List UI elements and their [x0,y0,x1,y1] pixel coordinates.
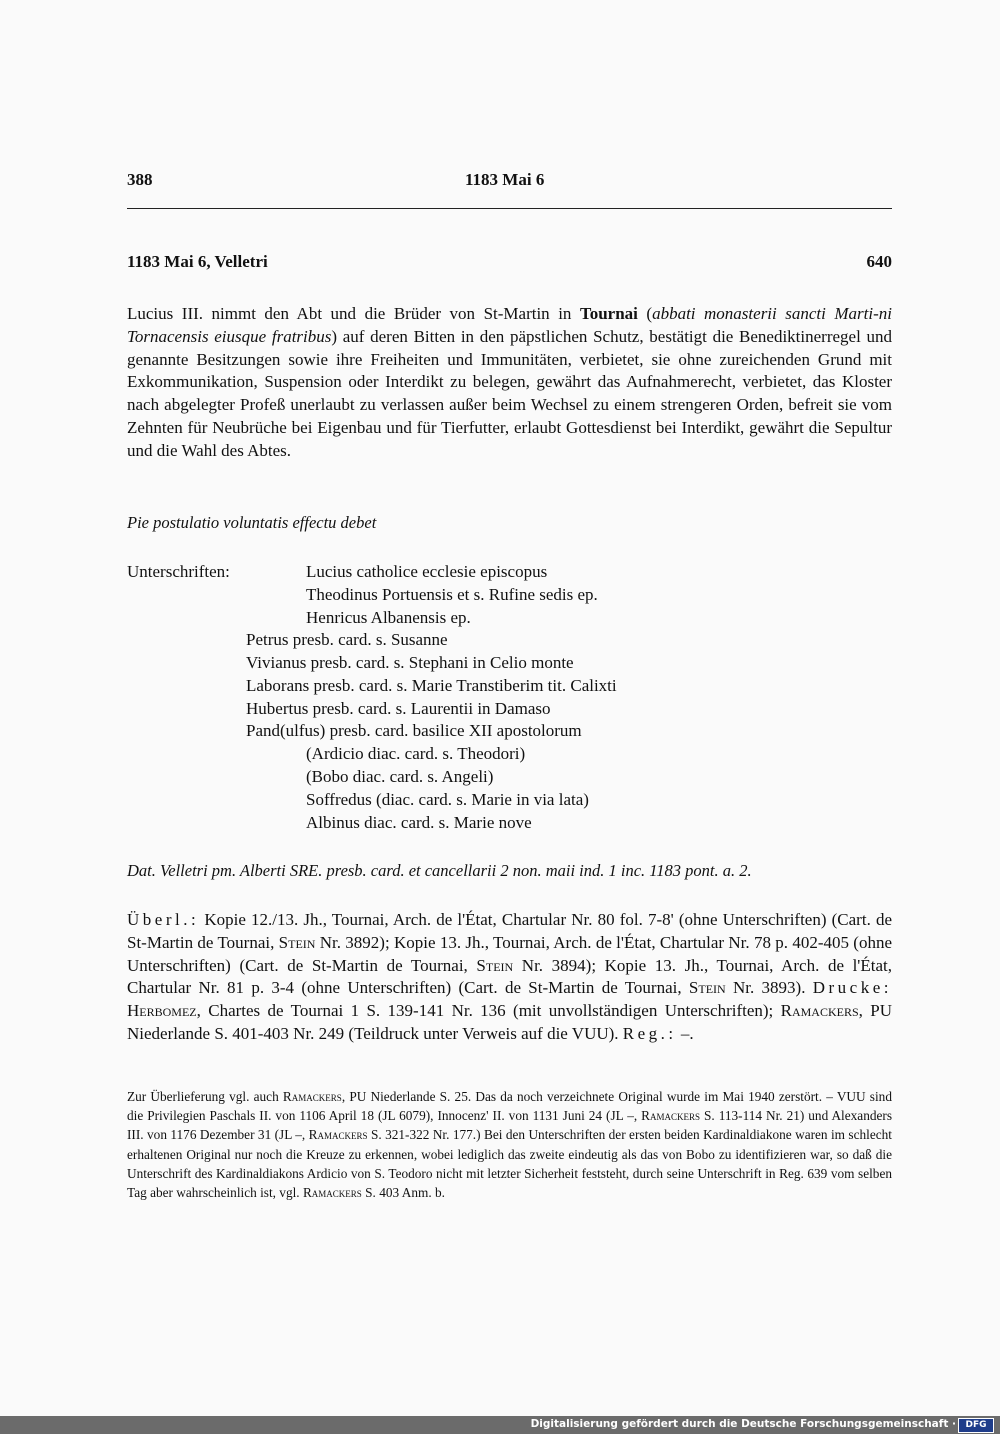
author-name: Herbomez [127,1001,197,1021]
signature-line: Hubertus presb. card. s. Laurentii in Damaso [246,699,551,718]
note-part: S. 113-114 Nr. 21) und Alexanders III. von 1176 Dezember 31 (JL –, [127,1108,892,1143]
footer-bar [0,1416,1000,1434]
regest-latin: abbati monasterii sancti Marti-ni Tornacensis eiusque fratribus [127,304,892,346]
signature-line: Laborans presb. card. s. Marie Transtiberim tit. Calixti [246,676,617,695]
regest-place: Tournai [579,304,638,323]
note-part: Zur Überlieferung vgl. auch [127,1089,283,1104]
signatures-label: Unterschriften: [127,562,230,581]
signature-line: Lucius catholice ecclesie episcopus [306,562,548,581]
transmission-part: Kopie 12./13. Jh., Tournai, Arch. de l'État, Chartular Nr. 80 fol. 7-8' (ohne Unterschriften) (Cart. de St-Martin de Tournai, [127,910,892,952]
signature-line: Petrus presb. card. s. Susanne [246,630,448,649]
datum-line: Dat. Velletri pm. Alberti SRE. presb. card. et cancellarii 2 non. maii ind. 1 inc. 1183 pont. a. 2. [127,861,752,880]
author-name: Stein [688,978,726,998]
author-name: Ramackers [302,1185,362,1201]
running-title: 1183 Mai 6 [465,170,545,189]
prints-label: Drucke: [812,978,892,998]
incipit: Pie postulatio voluntatis effectu debet [127,513,377,532]
header-rule [127,208,892,209]
entry-date-place: 1183 Mai 6, Velletri [127,252,268,271]
signature-line: Albinus diac. card. s. Marie nove [306,813,532,832]
signature-line: Pand(ulfus) presb. card. basilice XII apostolorum [246,721,582,740]
author-name: Stein [476,955,514,975]
regest-part: ( [637,304,653,323]
note-part: , PU Niederlande S. 25. Das da noch verzeichnete Original wurde im Mai 1940 zerstört. – VUU sind die Privilegien Paschals II. von 1106 April 18 (JL 6079), Innocenz' II. von 1131 Juni 24 (JL –, [127,1089,892,1124]
transmission-part: Nr. 3894); Kopie 13. Jh., Tournai, Arch. de l'État, Chartular Nr. 81 p. 3-4 (ohne Unterschriften) (Cart. de St-Martin de Tournai, [127,955,892,998]
author-name: Ramackers [282,1089,342,1104]
commentary-notes [127,1087,892,1202]
regest-part: Lucius III. nimmt den Abt und die Brüder von St-Martin in [127,304,580,323]
dfg-logo[interactable]: DFG [958,1418,994,1433]
entry-number: 640 [866,252,892,271]
author-name: Ramackers [308,1127,368,1143]
transmission-part: , PU Niederlande S. 401-403 Nr. 249 (Teildruck unter Verweis auf die VUU). [127,1001,892,1043]
signature-line: Henricus Albanensis ep. [306,608,471,627]
author-name: Ramackers [780,1001,859,1021]
transmission-label: Überl.: [127,910,200,929]
note-part: S. 403 Anm. b. [361,1185,445,1201]
author-name: Stein [278,932,316,952]
funding-note: Digitalisierung gefördert durch die Deutsche Forschungsgemeinschaft · [530,1418,956,1430]
note-part: S. 321-322 Nr. 177.) Bei den Unterschriften der ersten beiden Kardinaldiakone waren im schlecht erhaltenen Original nur noch die Kreuze zu erkennen, wobei lediglich das zweite eindeutig als das von Bobo zu identifizieren war, so daß die Unterschrift des Kardinaldiakons Ardicio von S. Teodoro nicht mit letzter Sicherheit feststeht, durch seine Unterschrift in Reg. 639 vom selben Tag aber wahrscheinlich ist, vgl. [127,1127,892,1201]
signature-line: Soffredus (diac. card. s. Marie in via lata) [306,790,589,809]
page-number: 388 [127,170,153,189]
transmission-part: –. [676,1023,694,1043]
author-name: Ramackers [641,1108,701,1124]
transmission-part: Nr. 3892); Kopie 13. Jh., Tournai, Arch. de l'État, Chartular Nr. 78 p. 402-405 (ohne Unterschriften) (Cart. de St-Martin de Tournai, [127,932,892,975]
transmission-text [127,909,892,1046]
signature-line: Theodinus Portuensis et s. Rufine sedis ep. [306,585,598,604]
reg-label: Reg.: [622,1023,677,1043]
signature-line: (Ardicio diac. card. s. Theodori) [306,744,526,763]
signature-line: (Bobo diac. card. s. Angeli) [306,767,494,786]
signature-line: Vivianus presb. card. s. Stephani in Celio monte [246,653,574,672]
transmission-part: Nr. 3893). [725,978,813,998]
regest-text [127,303,892,463]
transmission-part: , Chartes de Tournai 1 S. 139-141 Nr. 136 (mit unvollständigen Unterschriften); [196,1001,781,1021]
entry-heading [127,252,892,272]
regest-part: ) auf deren Bitten in den päpstlichen Schutz, bestätigt die Benediktinerregel und genannte Besitzungen sowie ihre Freiheiten und Immunitäten, verbietet, sie ohne zureichenden Grund mit Exkommunikation, Suspension oder Interdikt zu belegen, gewährt das Aufnahmerecht, verbietet, das Kloster nach abgelegter Profeß unerlaubt zu verlassen außer beim Wechsel zu einem strengeren Orden, befreit sie vom Zehnten für Neubrüche bei Eigenbau und für Tierfutter, erlaubt Gottesdienst bei Interdikt, gewährt die Sepultur und die Wahl des Abtes. [127,326,892,460]
